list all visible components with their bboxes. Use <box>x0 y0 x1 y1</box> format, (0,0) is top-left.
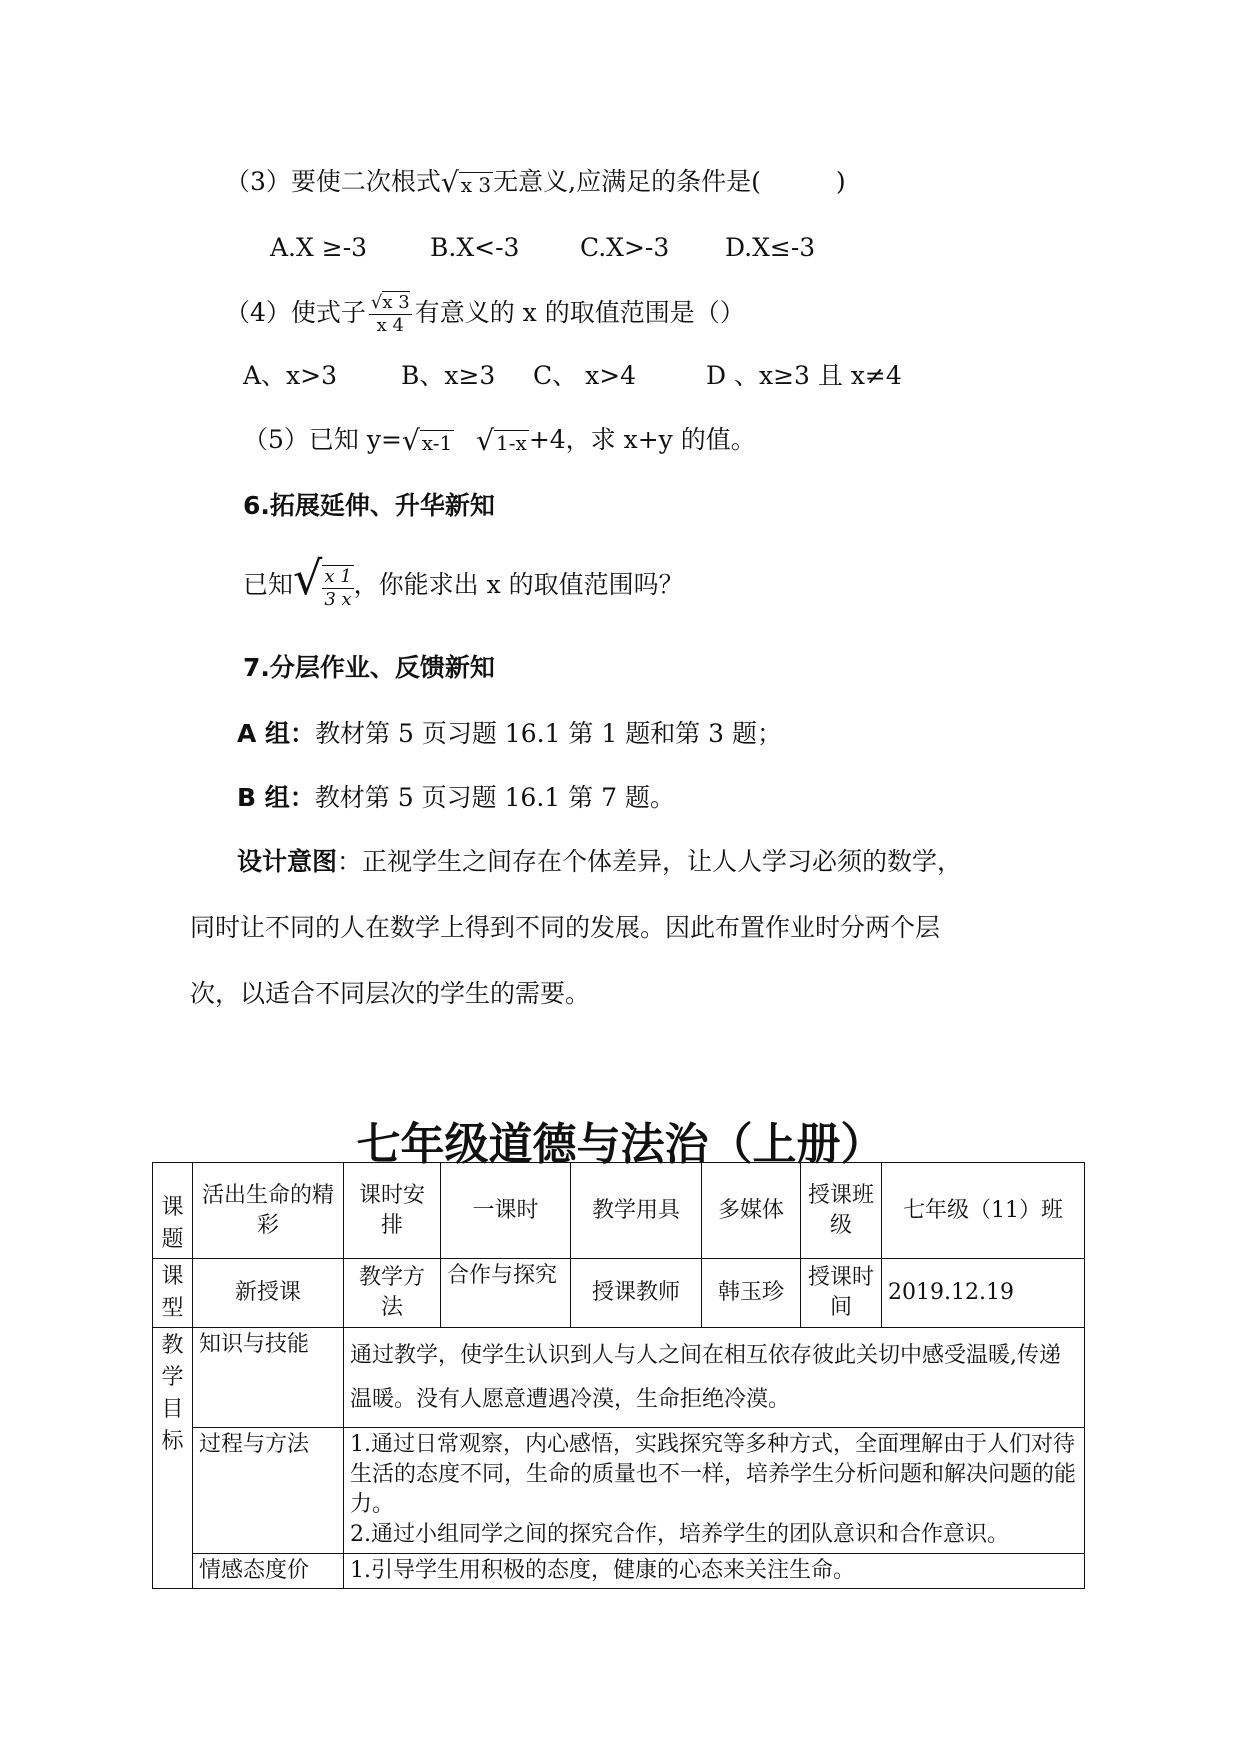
q4-option-c: C、 x>4 <box>533 361 637 390</box>
cell-method: 合作与探究 <box>441 1259 571 1328</box>
process-text-2: 2.通过小组同学之间的探究合作，培养学生的团队意识和合作意识。 <box>350 1522 1009 1547</box>
s6-prefix: 已知 <box>243 569 294 599</box>
group-b <box>237 782 675 814</box>
process-text-1: 1.通过日常观察，内心感悟，实践探究等多种方式，全面理解由于人们对待生活的态度不同，生命的质量也不一样，培养学生分析问题和解决问题的能力。 <box>350 1432 1077 1517</box>
section-6-question <box>243 551 684 611</box>
q4-fraction: $\frac{√x 3}{x 4}$ <box>370 292 410 336</box>
cell-type: 新授课 <box>193 1259 344 1328</box>
q3-radical: √ x 3 <box>440 165 492 199</box>
group-a-text: 教材第 5 页习题 16.1 第 1 题和第 3 题； <box>315 719 783 748</box>
cell-goals-label: 教学目标 <box>153 1328 193 1589</box>
cell-time: 2019.12.19 <box>882 1259 1085 1328</box>
cell-period: 一课时 <box>441 1163 571 1259</box>
table-row <box>153 1554 1085 1589</box>
cell-knowledge-label: 知识与技能 <box>193 1328 344 1428</box>
cell-topic-label: 课题 <box>153 1163 193 1259</box>
cell-process-text <box>344 1428 1085 1554</box>
table-row <box>153 1428 1085 1554</box>
group-b-label: B 组： <box>237 783 315 812</box>
design-intent-line-2: 同时让不同的人在数学上得到不同的发展。因此布置作业时分两个层 <box>190 913 941 942</box>
page-title: 七年级道德与法治（上册） <box>356 1119 885 1170</box>
group-a <box>237 718 782 750</box>
design-intent-line-3: 次，以适合不同层次的学生的需要。 <box>190 979 591 1008</box>
section-7-heading: 7.分层作业、反馈新知 <box>243 653 495 682</box>
section-6-heading: 6.拓展延伸、升华新知 <box>243 491 495 520</box>
s6-radical: √ $\frac{x 1}{3 x}$ <box>293 551 352 610</box>
q3-option-d: D.X≤-3 <box>725 233 816 262</box>
q3-option-c: C.X>-3 <box>580 233 670 262</box>
question-5 <box>243 424 756 459</box>
group-a-label: A 组： <box>237 719 316 748</box>
cell-knowledge-text: 通过教学，使学生认识到人与人之间在相互依存彼此关切中感受温暖,传递温暖。没有人愿意遭遇冷漠，生命拒绝冷漠。 <box>344 1328 1085 1428</box>
q4-prefix: （4）使式子 <box>225 298 366 327</box>
cell-emotion-text: 1.引导学生用积极的态度，健康的心态来关注生命。 <box>344 1554 1085 1589</box>
q4-option-a: A、x>3 <box>243 361 338 390</box>
group-b-text: 教材第 5 页习题 16.1 第 7 题。 <box>314 783 675 812</box>
q5-radical-1: √ x-1 <box>401 423 453 457</box>
q4-option-b: B、x≥3 <box>401 361 496 390</box>
cell-process-label: 过程与方法 <box>193 1428 344 1554</box>
q5-prefix: （5）已知 y= <box>243 425 402 454</box>
q4-option-d: D 、x≥3 且 x≠4 <box>706 361 902 390</box>
table-row <box>153 1328 1085 1428</box>
design-intent-label: 设计意图 <box>237 847 338 876</box>
question-4 <box>225 292 745 337</box>
question-3 <box>225 166 846 201</box>
cell-period-label: 课时安排 <box>344 1163 441 1259</box>
q3-suffix: 无意义,应满足的条件是( ) <box>493 167 846 196</box>
q5-suffix: +4，求 x+y 的值。 <box>528 425 756 454</box>
cell-time-label: 授课时间 <box>801 1259 882 1328</box>
q5-radical-2: √ 1-x <box>476 423 527 457</box>
question-3-options <box>270 232 815 264</box>
table-row <box>153 1163 1085 1259</box>
question-4-options <box>243 360 902 392</box>
q3-prefix: （3）要使二次根式 <box>225 167 441 196</box>
q4-suffix: 有意义的 x 的取值范围是（） <box>414 298 745 327</box>
q3-option-b: B.X<-3 <box>430 233 520 262</box>
cell-class-label: 授课班级 <box>801 1163 882 1259</box>
cell-type-label: 课型 <box>153 1259 193 1328</box>
q3-option-a: A.X ≥-3 <box>270 233 368 262</box>
cell-tools-label: 教学用具 <box>571 1163 702 1259</box>
cell-class: 七年级（11）班 <box>882 1163 1085 1259</box>
s6-suffix: ，你能求出 x 的取值范围吗？ <box>353 569 684 599</box>
cell-emotion-label: 情感态度价 <box>193 1554 344 1589</box>
lesson-info-table <box>152 1162 1085 1589</box>
cell-teacher: 韩玉珍 <box>702 1259 801 1328</box>
table-row <box>153 1259 1085 1328</box>
cell-method-label: 教学方法 <box>344 1259 441 1328</box>
cell-tools: 多媒体 <box>702 1163 801 1259</box>
cell-topic: 活出生命的精彩 <box>193 1163 344 1259</box>
cell-teacher-label: 授课教师 <box>571 1259 702 1328</box>
design-intent-line-1: 设计意图：正视学生之间存在个体差异，让人人学习必须的数学， <box>237 847 963 876</box>
